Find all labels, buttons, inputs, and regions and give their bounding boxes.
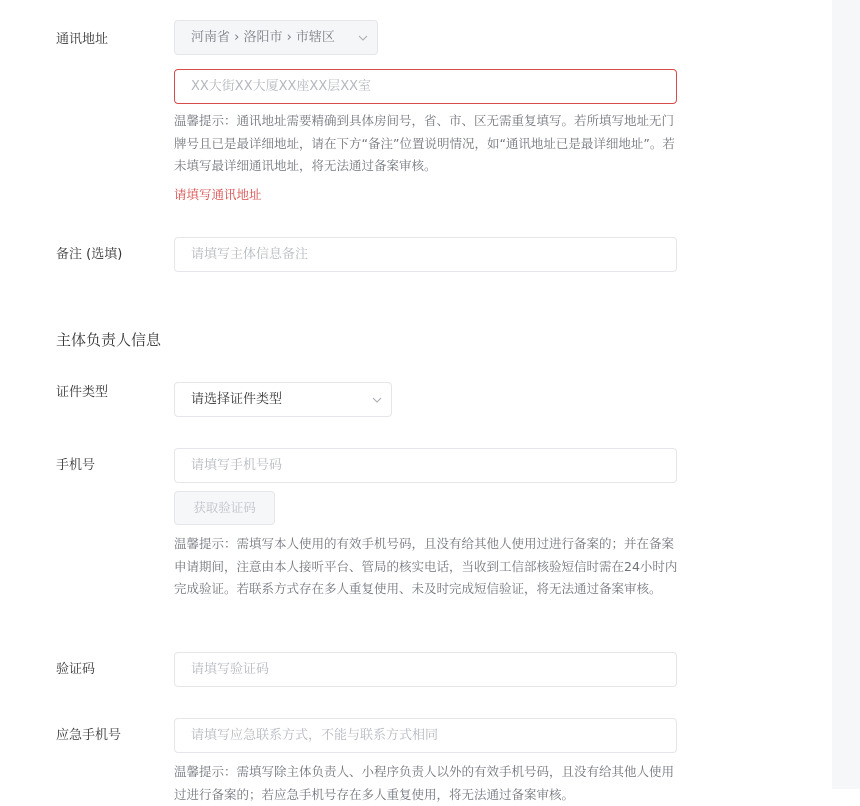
phone-input[interactable] [174, 448, 677, 483]
section-title: 主体负责人信息 [56, 331, 162, 349]
code-input[interactable] [174, 652, 677, 687]
address-error: 请填写通讯地址 [174, 187, 262, 202]
get-code-button[interactable]: 获取验证码 [174, 491, 275, 525]
phone-placeholder: 请填写手机号码 [191, 458, 283, 473]
remark-label: 备注 (选填) [56, 247, 123, 262]
address-detail-placeholder: XX大街XX大厦XX座XX层XX室 [191, 79, 372, 94]
side-panel [832, 0, 860, 789]
emergency-input[interactable] [174, 718, 677, 753]
region-select[interactable] [174, 20, 378, 55]
code-placeholder: 请填写验证码 [191, 662, 270, 677]
region-select-value: 河南省 › 洛阳市 › 市辖区 [191, 30, 335, 45]
emergency-label: 应急手机号 [56, 728, 122, 743]
phone-label: 手机号 [56, 458, 96, 473]
remark-input[interactable] [174, 237, 677, 272]
address-hint: 温馨提示：通讯地址需要精确到具体房间号，省、市、区无需重复填写。若所填写地址无门牌号且已是最详细地址，请在下方“备注”位置说明情况，如“通讯地址已是最详细地址”。若未填写最详细通讯地址，将无法通过备案审核。 [174, 113, 675, 173]
code-label: 验证码 [56, 662, 96, 677]
emergency-hint: 温馨提示：需填写除主体负责人、小程序负责人以外的有效手机号码，且没有给其他人使用过进行备案的；若应急手机号存在多人重复使用，将无法通过备案审核。 [174, 764, 675, 802]
id-type-select[interactable] [174, 382, 392, 417]
id-type-select-value: 请选择证件类型 [191, 392, 283, 407]
emergency-placeholder: 请填写应急联系方式，不能与联系方式相同 [191, 728, 439, 743]
id-type-label: 证件类型 [56, 385, 109, 400]
phone-hint: 温馨提示：需填写本人使用的有效手机号码，且没有给其他人使用过进行备案的；并在备案申请期间，注意由本人接听平台、管局的核实电话，当收到工信部核验短信时需在24小时内完成验证。若联系方式存在多人重复使用、未及时完成短信验证，将无法通过备案审核。 [174, 536, 678, 596]
remark-placeholder: 请填写主体信息备注 [191, 247, 309, 262]
address-detail-input[interactable] [174, 69, 677, 104]
chevron-down-icon [371, 394, 383, 406]
address-label: 通讯地址 [56, 32, 109, 47]
chevron-down-icon [357, 32, 369, 44]
